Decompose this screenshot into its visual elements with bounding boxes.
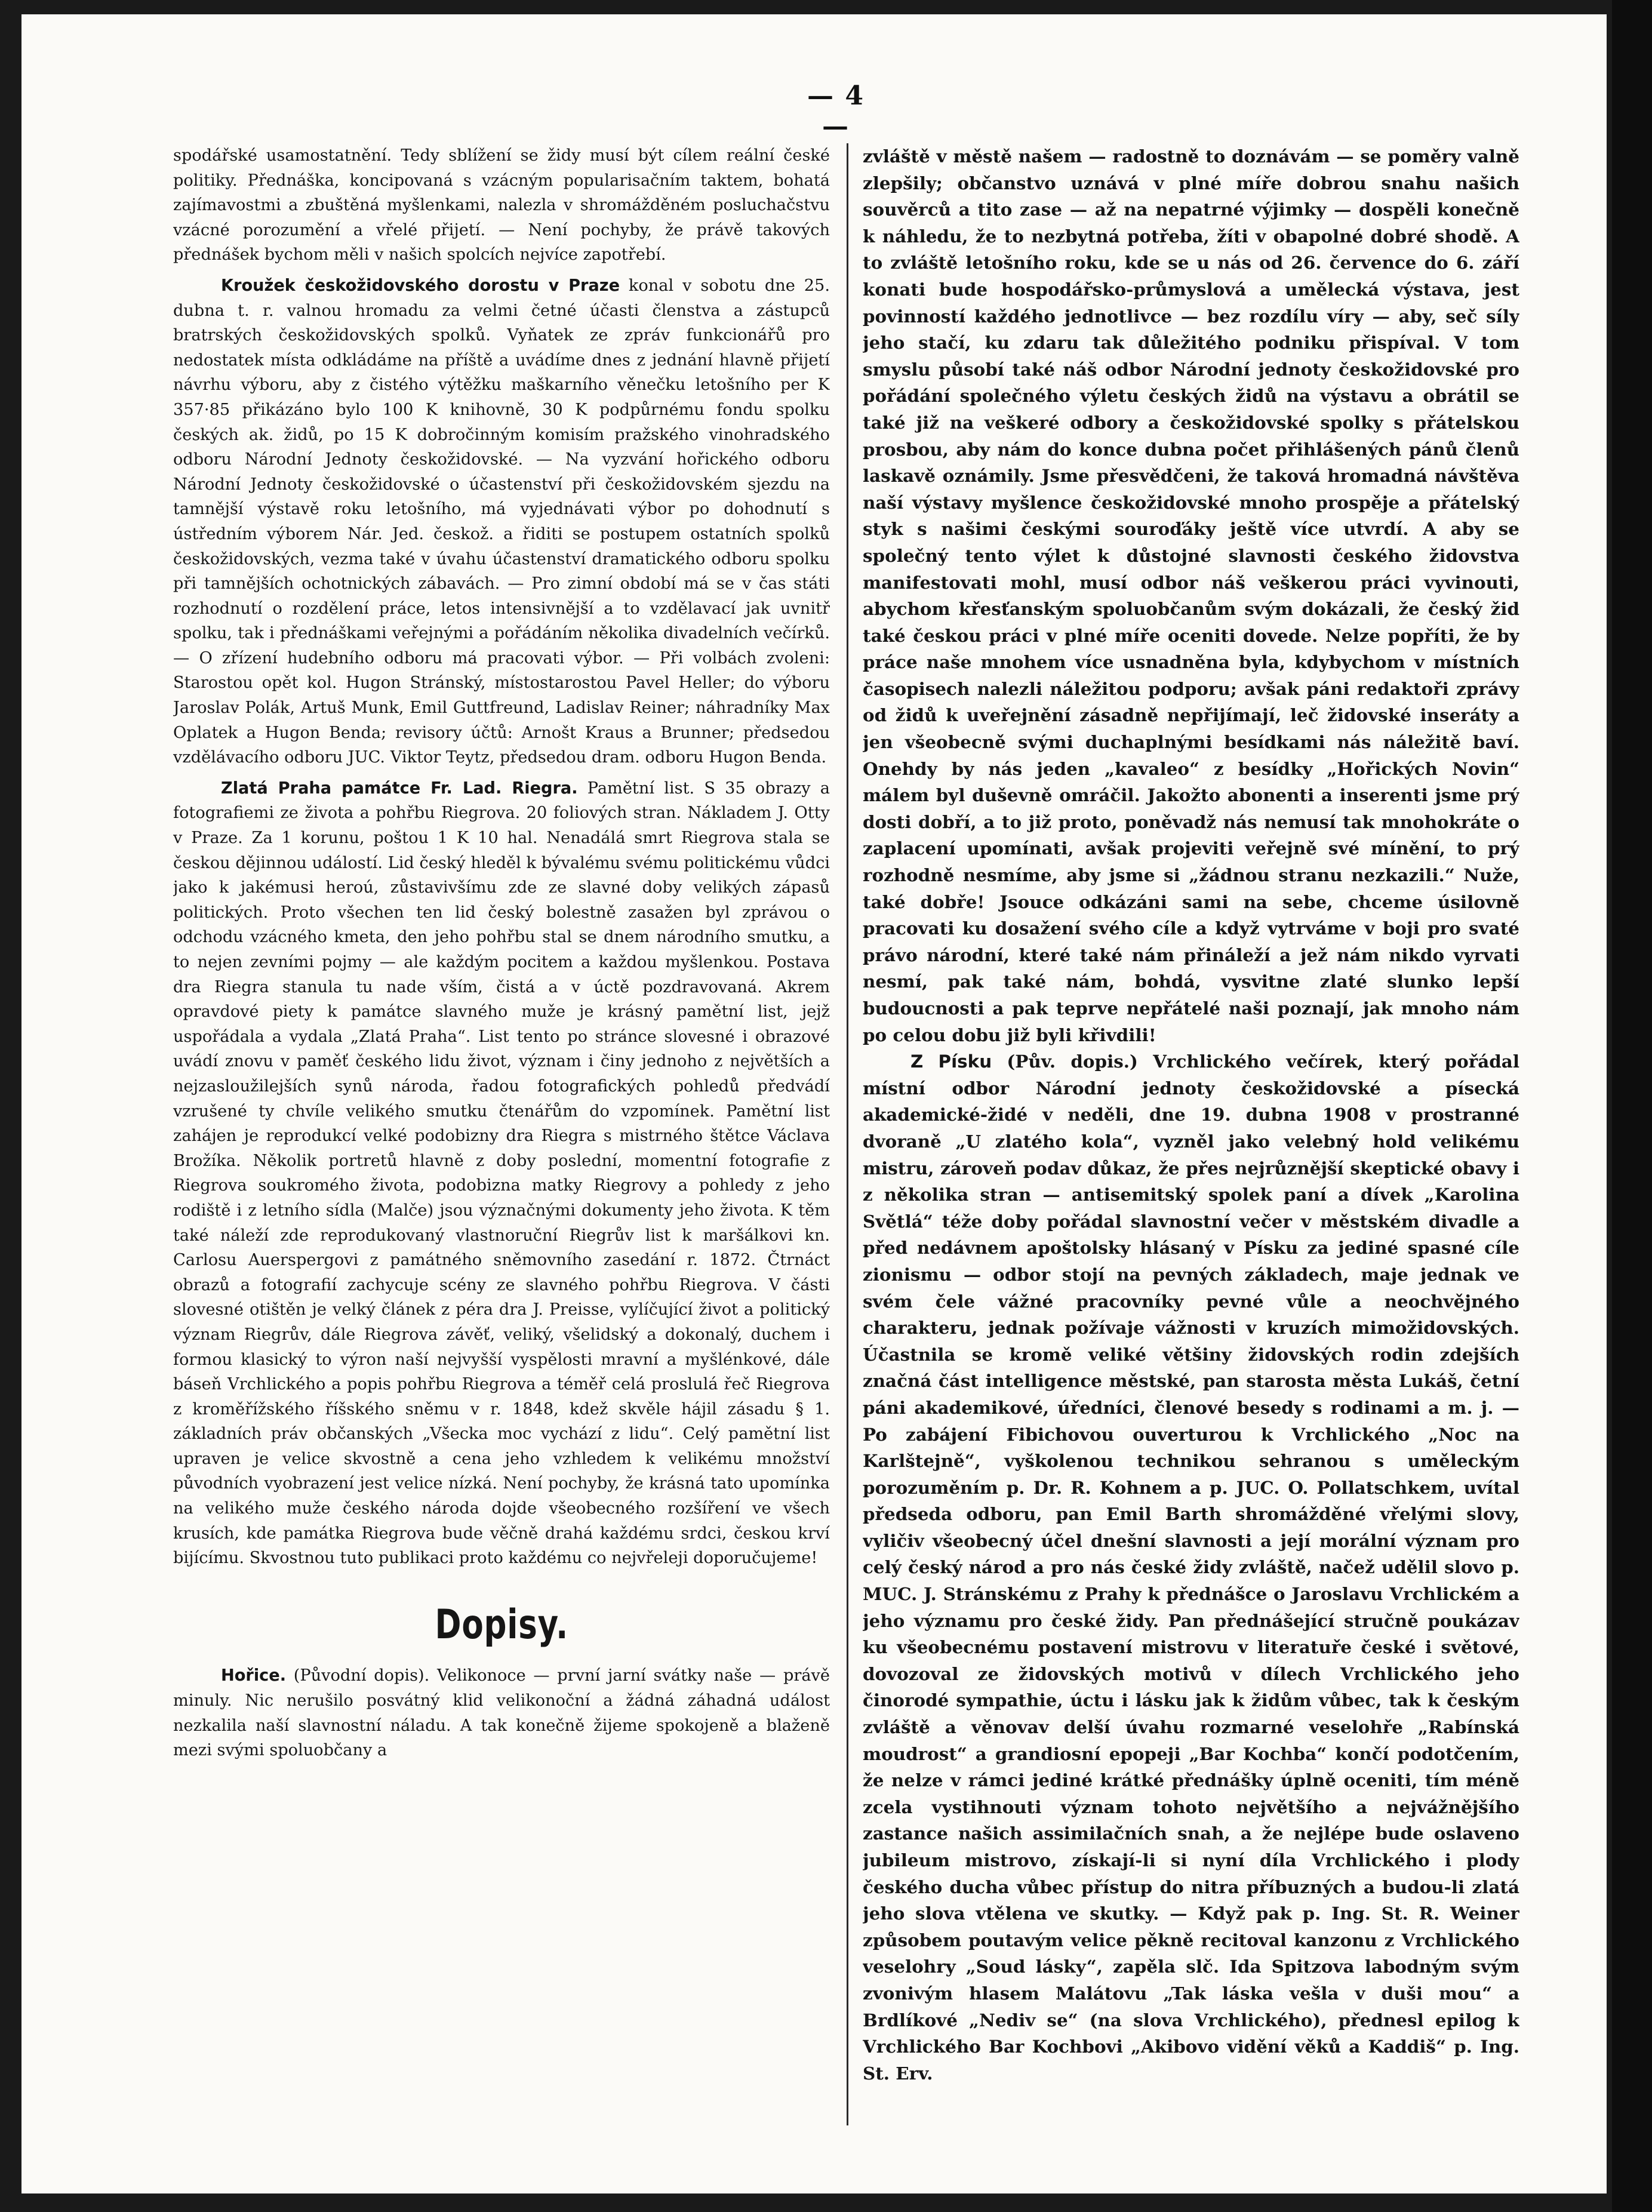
article-heading: Zlatá Praha památce Fr. Lad. Riegra. <box>221 779 578 798</box>
article-body: konal v sobotu dne 25. dubna t. r. valnou hromadu za velmi četné účasti členstva a zástupců bratrských českožidovských spolků. Vyňatek ze zpráv funkcionářů pro nedostatek místa odkládáme na příště a uvádíme dnes z jednání hlavně přijetí návrhu výboru, aby z čistého výtěžku maškarního věnečku letošního per K 357·85 přikázáno bylo 100 K knihovně, 30 K podpůrnému fondu spolku českých ak. židů, po 15 K dobročinným komisím pražského vinohradského odboru Národní Jednoty českožidovské. — Na vyzvání hořického odboru Národní Jednoty českožidovské o účastenství při českožidovském sjezdu na tamnější výstavě roku letošního, má vyjednávati výbor po dohodnutí s ústředním výborem Nár. Jed. českož. a řiditi se postupem ostatních spolků českožidovských, vezma také v úvahu účastenství dramatického odboru spolku při tamnějších ochotnických zábavách. — Pro zimní období má se v čas státi rozhodnutí o rozdělení práce, letos intensivnější a to vzdělavací jak uvnitř spolku, tak i přednáškami veřejnými a pořádáním několika divadelních večírků. — O zřízení hudebního odboru má pracovati výbor. — Při volbách zvoleni: Starostou opět kol. Hugon Stránský, místostarostou Pavel Heller; do výboru Jaroslav Polák, Artuš Munk, Emil Guttfreund, Ladislav Reiner; náhradníky Max Oplatek a Hugon Benda; revisory účtů: Arnošt Kraus a Brunner; předsedou vzdělávacího odboru JUC. Viktor Teytz, předsedou dram. odboru Hugon Benda. <box>173 276 830 767</box>
letter-horice <box>173 1663 830 1762</box>
letter-body: (Pův. dopis.) Vrchlického večírek, který pořádal místní odbor Národní jednoty českožidovské a písecká akademické-židé v neděli, dne 19. dubna 1908 v prostranné dvoraně „U zlatého kola“, vyzněl jako velebný hold velikému mistru, zároveň podav důkaz, že přes nejrůznější skeptické obavy i z několika stran — antisemitský spolek paní a dívek „Karolina Světlá“ téže doby pořádal slavnostní večer v městském divadle a před nedávnem apoštolsky hlásaný v Písku za jediné spasné cíle zionismu — odbor stojí na pevných základech, maje jednak ve svém čele vážné pracovníky pevné vůle a neochvějného charakteru, jednak požívaje vážnosti v kruzích mimožidovských. Účastnila se kromě veliké většiny židovských rodin zdejších značná část intelligence městské, pan starosta města Lukáš, četní páni akademikové, úředníci, členové besedy s rodinami a m. j. — Po zabájení Fibichovou ouverturou k Vrchlického „Noc na Karlštejně“, vyškolenou technikou sehranou s uměleckým porozuměním p. Dr. R. Kohnem a p. JUC. O. Pollatschkem, uvítal předseda odboru, pan Emil Barth shromážděné vřelými slovy, vyličiv všeobecný účel dnešní slavnosti a její morální význam pro celý český národ a pro nás české židy zvláště, načež udělil slovo p. MUC. J. Stránskému z Prahy k přednášce o Jaroslavu Vrchlickém a jeho významu pro české židy. Pan přednášející stručně poukázav ku všeobecnému postavení mistrovu v literatuře české i světové, dovozoval ze židovských motivů v dílech Vrchlického jeho činorodé sympathie, úctu i lásku jak k židům vůbec, tak k českým zvláště a věnovav delší úvahu rozmarné veselohře „Rabínská moudrost“ a grandiosní epopeji „Bar Kochba“ končí podotčením, že nelze v rámci jediné krátké přednášky úplně oceniti, tím méně zcela vystihnouti význam tohoto největšího a nejvážnějšího zastance našich assimilačních snah, a že nejlépe bude oslaveno jubileum mistrovo, získají-li si nyní díla Vrchlického i plody českého ducha vůbec přístup do nitra příbuzných a budou-li zlatá jeho slova vtělena ve skutky. — Když pak p. Ing. St. R. Weiner způsobem poutavým velice pěkně recitoval kanzonu z Vrchlického veselohry „Soud lásky“, zapěla slč. Ida Spitzova labodným svým zvonivým hlasem Malátovu „Tak láska vešla v duši mou“ a Brdlíkové „Nediv se“ (na slova Vrchlického), přednesl epilog k Vrchlického Bar Kochbovi „Akibovo vidění věků a Kaddiš“ p. Ing. St. Erv. <box>863 1051 1519 2084</box>
article-body: Pamětní list. S 35 obrazy a fotografiemi ze života a pohřbu Riegrova. 20 foliových stran. Nákladem J. Otty v Praze. Za 1 korunu, poštou 1 K 10 hal. Nenadálá smrt Riegrova stala se českou dějinnou událostí. Lid český hleděl k bývalému svému politickému vůdci jako k jakémusi heroú, zůstavivšímu zde ze slavné doby velikých zápasů politických. Proto všechen ten lid český bolestně zasažen byl zprávou o odchodu vzácného kmeta, den jeho pohřbu stal se dnem národního smutku, a to nejen zevními pojmy — ale každým pocitem a každou myšlenkou. Postava dra Riegra stanula tu nade vším, čistá a v úctě pozdravovaná. Akrem opravdové piety k památce slavného muže je krásný pamětní list, jejž uspořádala a vydala „Zlatá Praha“. List tento po stránce slovesné i obrazové uvádí znovu v paměť českého lidu život, význam i činy jednoho z největších a nejzasloužilejších synů národa, řadou fotografických pohledů předvádí vzrušené ty chvíle velikého smutku čtenářům do vzpomínek. Pamětní list zahájen je reprodukcí velké podobizny dra Riegra s mistrného štětce Václava Brožíka. Několik portretů hlavně z doby poslední, momentní fotografie z Riegrova soukromého života, podobizna matky Riegrovy a pohledy z jeho rodiště i z letního sídla (Malče) jsou význačnými dokumenty jeho života. K těm také náleží zde reprodukovaný vlastnoruční Riegrův list k maršálkovi kn. Carlosu Auerspergovi z památného sněmovního zasedání r. 1872. Čtrnáct obrazů a fotografií zachycuje scény ze slavného pohřbu Riegrova. V části slovesné otištěn je velký článek z péra dra J. Preisse, vylíčující život a politický význam Riegrův, dále Riegrova závěť, veliký, všelidský a dokonalý, duchem i formou klasický to výron naší nejvyšší vyspělosti mravní a myšlénkové, dále báseň Vrchlického a popis pohřbu Riegrova a téměř celá proslulá řeč Riegrova z kroměřížského říšského sněmu v r. 1848, kdež skvěle hájil zásadu § 1. základních práv občanských „Všecka moc vychází z lidu“. Celý pamětní list upraven je velice skvostně a cena jeho vzhledem k velikému množství původních vyobrazení jest velice nízká. Není pochyby, že krásná tato upomínka na velikého muže českého národa dojde všeobecného rozšíření ve všech krusích, kde památka Riegrova bude věčně drahá každému srdci, českou krví bijícímu. Skvostnou tuto publikaci proto každému co nejvřeleji doporučujeme! <box>173 779 830 1568</box>
article-heading: Kroužek českožidovského dorostu v Praze <box>221 276 620 295</box>
section-heading-wrap <box>173 1601 830 1648</box>
letter-horice-continuation: zvláště v městě našem — radostně to doznávám — se poměry valně zlepšily; občanstvo uznává v plné míře dobrou snahu našich souvěrců a tito zase — až na nepatrné výjimky — dospěli konečně k náhledu, že to nezbytná potřeba, žíti v obapolné dobré shodě. A to zvláště letošního roku, kde se u nás od 26. července do 6. září konati bude hospodářsko-průmyslová a umělecká výstava, jest povinností každého jednotlivce — bez rozdílu víry — aby, seč síly jeho stačí, ku zdaru tak důležitého podniku přispíval. V tom smyslu působí také náš odbor Národní jednoty českožidovské pro pořádání společného výletu českých židů na výstavu a obrátil se také již na veškeré odbory a českožidovské spolky s přátelskou prosbou, aby nám do konce dubna počet přihlášených pánů členů laskavě oznámily. Jsme přesvědčeni, že taková hromadná návštěva naší výstavy myšlence českožidovské mnoho prospěje a přátelský styk s našimi českými souroďáky ještě více utvrdí. A aby se společný tento výlet k důstojné slavnosti českého židovstva manifestovati mohl, musí odbor náš veškerou práci vyvinouti, abychom křesťanským spoluobčanům svým dokázali, že český žid také českou práci v plné míře oceniti dovede. Nelze popříti, že by práce naše mnohem více usnadněna byla, kdybychom v místních časopisech nalezli náležitou podporu; avšak páni redaktoři zprávy od židů k uveřejnění zásadně nepřijímají, leč židovské inseráty a jen všeobecně svými duchaplnými besídkami nás náležitě baví. Onehdy by nás jeden „kavaleo“ z besídky „Hořických Novin“ málem byl duševně omráčil. Jakožto abonenti a inserenti jsme prý dosti dobří, a to již proto, poněvadž nás nemusí tak mnohokráte o zaplacení upomínati, avšak projeviti veřejně své mínění, to prý rozhodně nesmíme, aby jsme si „žádnou stranu nezkazili.“ Nuže, také dobře! Jsouce odkázáni sami na sebe, chceme úsilovně pracovati ku dosažení svého cíle a když vytrváme v boji pro svaté právo národní, které také nám přináleží a jež nám nikdo vyrvati nesmí, pak také nám, bohdá, vysvitne zlaté slunko lepší budoucnosti a pak teprve nepřátelé naši poznají, jak mnoho nám po celou dobu již byli křivdili! <box>863 146 1519 1045</box>
letter-body: (Původní dopis). Velikonoce — první jarní svátky naše — právě minuly. Nic nerušilo posvátný klid velikonoční a žádná záhadná událost nezkalila naší slavnostní náladu. A tak konečně žijeme spokojeně a blaženě mezi svými spoluobčany a <box>173 1666 830 1760</box>
letter-place: Hořice. <box>221 1666 287 1685</box>
article-krouzek <box>173 273 830 770</box>
right-column <box>863 143 1519 2143</box>
section-heading: Dopisy. <box>435 1601 568 1648</box>
adjacent-page-edge <box>1612 0 1652 2212</box>
article-continuation: spodářské usamostatnění. Tedy sblížení se židy musí být cílem reální české politiky. Přednáška, koncipovaná s vzácným popularisačním taktem, bohatá zajímavostmi a zbuštěná myšlenkami, nalezla v shromážděném posluchačstvu vzácné porozumění a vřelé přijetí. — Není pochyby, že právě takových přednášek bychom měli v našich spolcích nejvíce zapotřebí. <box>173 146 830 264</box>
letter-place: Z Písku <box>910 1051 992 1072</box>
column-divider <box>847 143 848 2125</box>
article-zlata-praha <box>173 776 830 1571</box>
left-column <box>173 143 830 2143</box>
page-number: — 4 — <box>807 81 865 141</box>
letter-pisek <box>863 1048 1519 2087</box>
